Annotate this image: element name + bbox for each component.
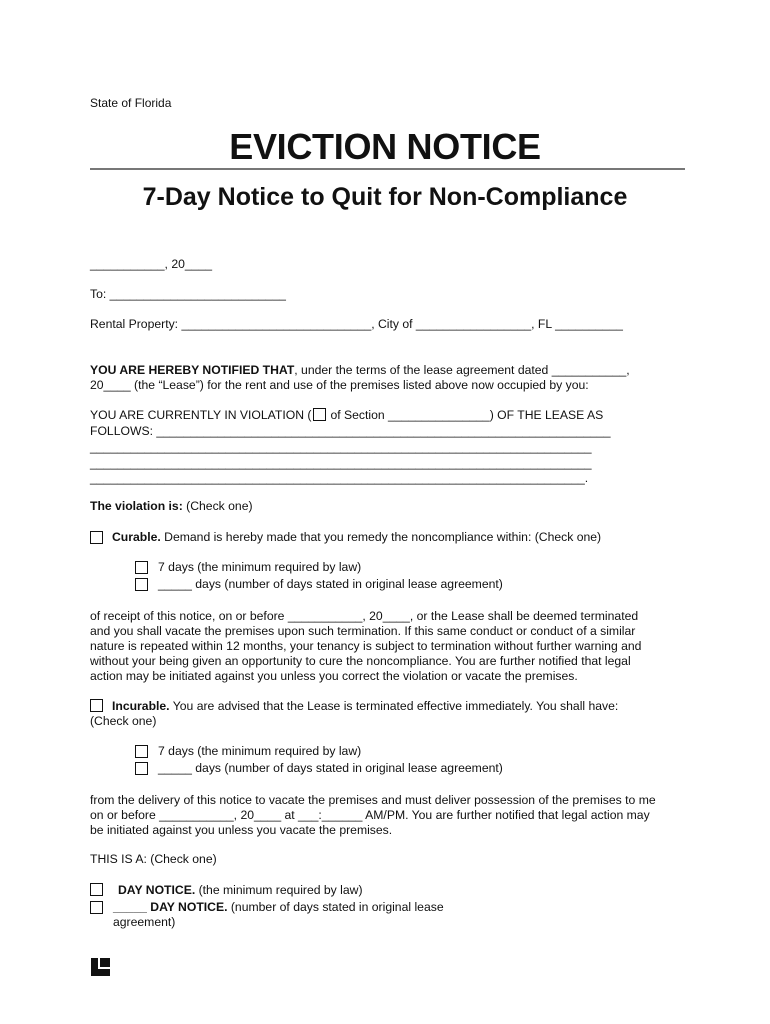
day-notice-checkbox[interactable] bbox=[90, 883, 103, 896]
this-is-label: THIS IS A: (Check one) bbox=[90, 852, 217, 866]
document-title: EVICTION NOTICE bbox=[229, 126, 541, 167]
incurable-para-line-2: on or before ___________, 20____ at ___:______ AM/PM. You are further notified that legal action may bbox=[90, 808, 650, 822]
curable-para-line-2: and you shall vacate the premises upon such termination. If this same conduct or conduct of a similar bbox=[90, 624, 636, 638]
day-notice-bold: DAY NOTICE. bbox=[118, 883, 196, 897]
curable-custom-days-label: _____ days (number of days stated in original lease agreement) bbox=[158, 577, 503, 591]
rental-property-field[interactable]: Rental Property: ____________________________, City of _________________, FL __________ bbox=[90, 317, 623, 331]
incurable-7-days-label: 7 days (the minimum required by law) bbox=[158, 744, 362, 758]
curable-text: Demand is hereby made that you remedy the noncompliance within: (Check one) bbox=[160, 530, 602, 544]
violation-line bbox=[90, 408, 603, 423]
custom-day-notice-line-2: agreement) bbox=[113, 915, 176, 929]
brand-logo-icon bbox=[91, 958, 110, 976]
day-notice-text: (the minimum required by law) bbox=[195, 883, 363, 897]
date-field[interactable]: ___________, 20____ bbox=[90, 257, 212, 271]
notified-line-1 bbox=[90, 363, 630, 378]
curable-para-line-4: without your being given an opportunity to cure the noncompliance. You are further notified that legal bbox=[90, 654, 631, 668]
incurable-custom-days-label: _____ days (number of days stated in original lease agreement) bbox=[158, 761, 503, 775]
incurable-label: Incurable. bbox=[112, 699, 170, 713]
curable-line bbox=[112, 530, 601, 545]
day-notice-line bbox=[118, 883, 363, 898]
follows-line-3[interactable]: __________________________________________________________________________ bbox=[90, 456, 592, 470]
incurable-para-line-1: from the delivery of this notice to vacate the premises and must deliver possession of the premises to me bbox=[90, 793, 656, 807]
curable-para-line-5: action may be initiated against you unless you correct the violation or vacate the premises. bbox=[90, 669, 578, 683]
incurable-text: You are advised that the Lease is terminated effective immediately. You shall have: bbox=[169, 699, 619, 713]
violation-suffix: of Section _______________) OF THE LEASE AS bbox=[330, 408, 604, 422]
follows-line-2[interactable]: __________________________________________________________________________ bbox=[90, 440, 592, 454]
curable-custom-days-checkbox[interactable] bbox=[135, 578, 148, 591]
curable-para-line-1: of receipt of this notice, on or before ___________, 20____, or the Lease shall be deemed terminated bbox=[90, 609, 639, 623]
follows-line-4[interactable]: _________________________________________________________________________. bbox=[90, 471, 589, 485]
curable-label: Curable. bbox=[112, 530, 161, 544]
notified-lead: YOU ARE HEREBY NOTIFIED THAT bbox=[90, 363, 295, 377]
to-field[interactable]: To: __________________________ bbox=[90, 287, 286, 301]
incurable-7-days-checkbox[interactable] bbox=[135, 745, 148, 758]
incurable-checkbox[interactable] bbox=[90, 699, 103, 712]
incurable-check-one: (Check one) bbox=[90, 714, 157, 728]
violation-prefix: YOU ARE CURRENTLY IN VIOLATION ( bbox=[90, 408, 312, 422]
document-subtitle: 7-Day Notice to Quit for Non-Compliance bbox=[142, 183, 628, 211]
curable-7-days-label: 7 days (the minimum required by law) bbox=[158, 560, 362, 574]
curable-checkbox[interactable] bbox=[90, 531, 103, 544]
incurable-line bbox=[112, 699, 618, 714]
violation-checkbox[interactable] bbox=[313, 408, 326, 421]
incurable-para-line-3: be initiated against you unless you vacate the premises. bbox=[90, 823, 393, 837]
custom-day-notice-text: (number of days stated in original lease bbox=[227, 900, 444, 914]
state-label: State of Florida bbox=[90, 96, 172, 110]
violation-is-text: (Check one) bbox=[182, 499, 253, 513]
custom-day-notice-checkbox[interactable] bbox=[90, 901, 103, 914]
custom-day-notice-bold: _____ DAY NOTICE. bbox=[113, 900, 228, 914]
notified-line-2: 20____ (the “Lease”) for the rent and use of the premises listed above now occupied by you: bbox=[90, 378, 589, 392]
violation-is-line bbox=[90, 499, 253, 514]
violation-is-label: The violation is: bbox=[90, 499, 183, 513]
incurable-custom-days-checkbox[interactable] bbox=[135, 762, 148, 775]
curable-7-days-checkbox[interactable] bbox=[135, 561, 148, 574]
curable-para-line-3: nature is repeated within 12 months, your tenancy is subject to termination without further warning and bbox=[90, 639, 642, 653]
title-divider bbox=[90, 168, 685, 170]
custom-day-notice-line bbox=[113, 900, 444, 915]
follows-line-1[interactable]: FOLLOWS: ___________________________________________________________________ bbox=[90, 424, 611, 438]
notified-text-1: , under the terms of the lease agreement dated ___________, bbox=[294, 363, 630, 377]
